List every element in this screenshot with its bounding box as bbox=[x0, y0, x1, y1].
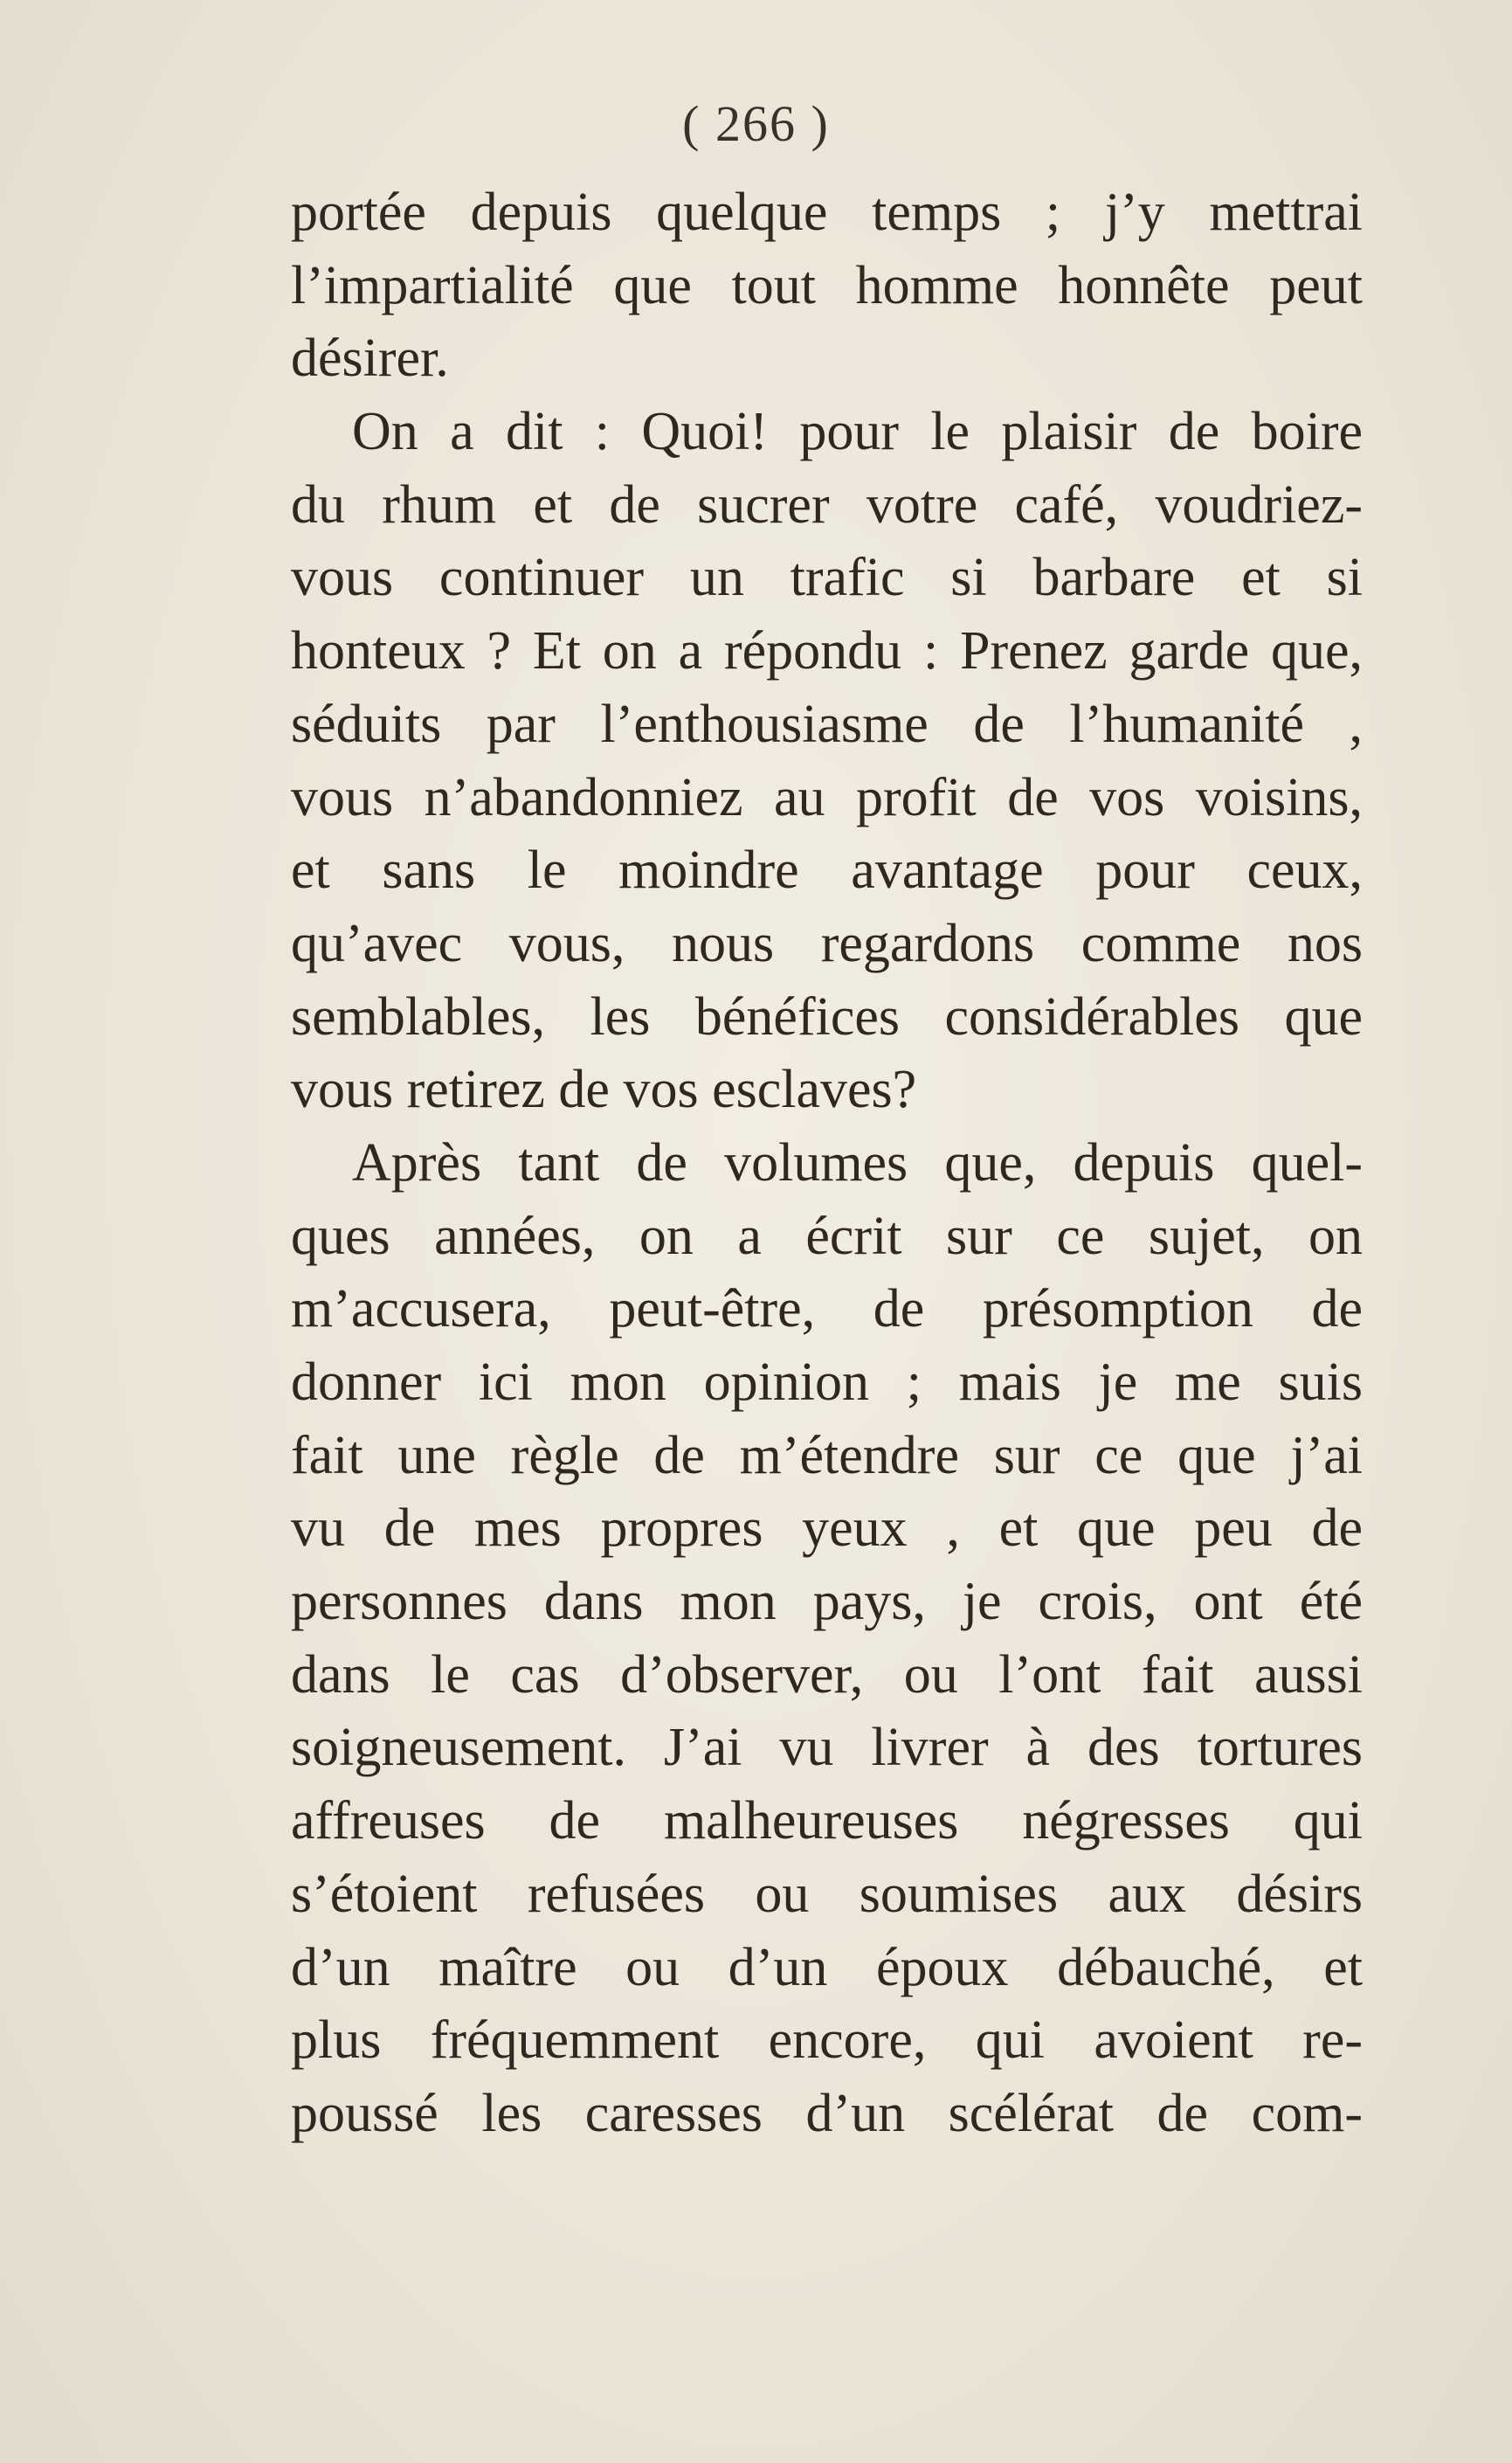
text-line: personnes dans mon pays, je crois, ont été bbox=[291, 1572, 1363, 1632]
text-line: et sans le moindre avantage pour ceux, bbox=[291, 841, 1363, 901]
text-line: honteux ? Et on a répondu : Prenez garde que, bbox=[291, 621, 1363, 681]
text-line: soigneusement. J’ai vu livrer à des tortures bbox=[291, 1718, 1363, 1778]
text-line: affreuses de malheureuses négresses qui bbox=[291, 1791, 1363, 1851]
text-line: fait une règle de m’étendre sur ce que j’ai bbox=[291, 1425, 1363, 1485]
page-number: ( 266 ) bbox=[682, 95, 830, 152]
text-line: donner ici mon opinion ; mais je me suis bbox=[291, 1353, 1363, 1412]
text-line: On a dit : Quoi! pour le plaisir de boire bbox=[352, 402, 1363, 462]
text-line: m’accusera, peut-être, de présomption de bbox=[291, 1279, 1363, 1339]
text-line: ques années, on a écrit sur ce sujet, on bbox=[291, 1206, 1363, 1266]
text-line: du rhum et de sucrer votre café, voudriez- bbox=[291, 474, 1363, 535]
text-line: séduits par l’enthousiasme de l’humanité , bbox=[291, 694, 1363, 754]
text-line: qu’avec vous, nous regardons comme nos bbox=[291, 913, 1363, 973]
body-text bbox=[291, 176, 1363, 2151]
text-line: dans le cas d’observer, ou l’ont fait aussi bbox=[291, 1644, 1363, 1705]
text-line: l’impartialité que tout homme honnête peut bbox=[291, 255, 1363, 315]
text-line: vous continuer un trafic si barbare et si bbox=[291, 548, 1363, 608]
text-line: d’un maître ou d’un époux débauché, et bbox=[291, 1937, 1363, 1997]
text-line: portée depuis quelque temps ; j’y mettrai bbox=[291, 183, 1363, 242]
text-line: plus fréquemment encore, qui avoient re- bbox=[291, 2010, 1363, 2071]
text-line: désirer. bbox=[291, 329, 449, 389]
text-line: s’étoient refusées ou soumises aux désirs bbox=[291, 1864, 1363, 1924]
text-line: poussé les caresses d’un scélérat de com- bbox=[291, 2083, 1363, 2143]
text-line: vu de mes propres yeux , et que peu de bbox=[291, 1498, 1363, 1559]
text-line: vous n’abandonniez au profit de vos voisins, bbox=[291, 767, 1363, 827]
text-line: Après tant de volumes que, depuis quel- bbox=[352, 1132, 1363, 1193]
text-line: semblables, les bénéfices considérables que bbox=[291, 986, 1363, 1047]
text-line: vous retirez de vos esclaves? bbox=[291, 1060, 917, 1120]
